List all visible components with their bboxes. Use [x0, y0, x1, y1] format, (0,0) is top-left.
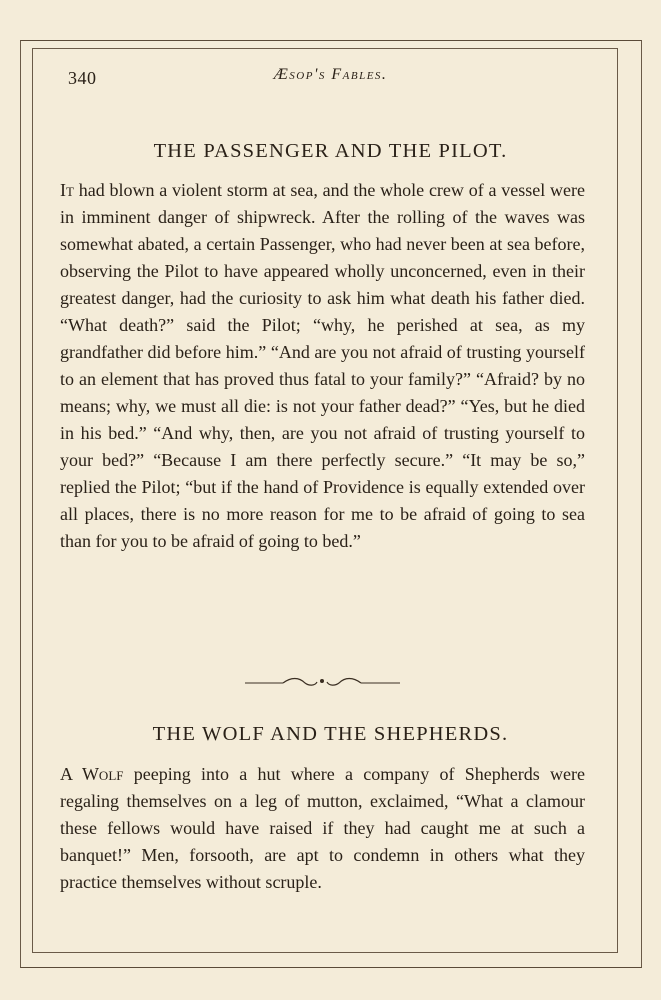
drop-word: It — [60, 180, 74, 200]
drop-word: A Wolf — [60, 764, 124, 784]
fable-title-passenger-pilot: THE PASSENGER AND THE PILOT. — [153, 140, 508, 162]
page-number: 340 — [68, 68, 97, 88]
fable-body-wolf-shepherds — [60, 761, 585, 896]
fable-text: peeping into a hut where a company of Shepherds were regaling themselves on a leg of mutton, exclaimed, “What a clamour these fellows would have raised if they had caught me at such a banquet!” Men, forsooth, are apt to condemn in others what they practice themselves without scruple. — [60, 764, 585, 892]
running-title: Æsop's Fables. — [273, 66, 388, 83]
fable-body-passenger-pilot — [60, 177, 585, 555]
page-header — [60, 62, 601, 86]
fable-text: had blown a violent storm at sea, and the whole crew of a vessel were in imminent danger of shipwreck. After the rolling of the waves was somewhat abated, a certain Passenger, who had never been at sea before, observing the Pilot to have appeared wholly unconcerned, even in their greatest danger, had the curiosity to ask him what death his father died. “What death?” said the Pilot; “why, he perished at sea, as my grandfather did before him.” “And are you not afraid of trusting yourself to an element that has proved thus fatal to your family?” “Afraid? by no means; why, we must all die: is not your father dead?” “Yes, but he died in his bed.” “And why, then, are you not afraid of trusting yourself to your bed?” “Because I am there perfectly secure.” “It may be so,” replied the Pilot; “but if the hand of Providence is equally extended over all places, there is no more reason for me to be afraid of going to sea than for you to be afraid of going to bed.” — [60, 180, 585, 551]
ornament-divider-icon — [245, 674, 400, 690]
fable-title-wolf-shepherds: THE WOLF AND THE SHEPHERDS. — [152, 723, 509, 745]
